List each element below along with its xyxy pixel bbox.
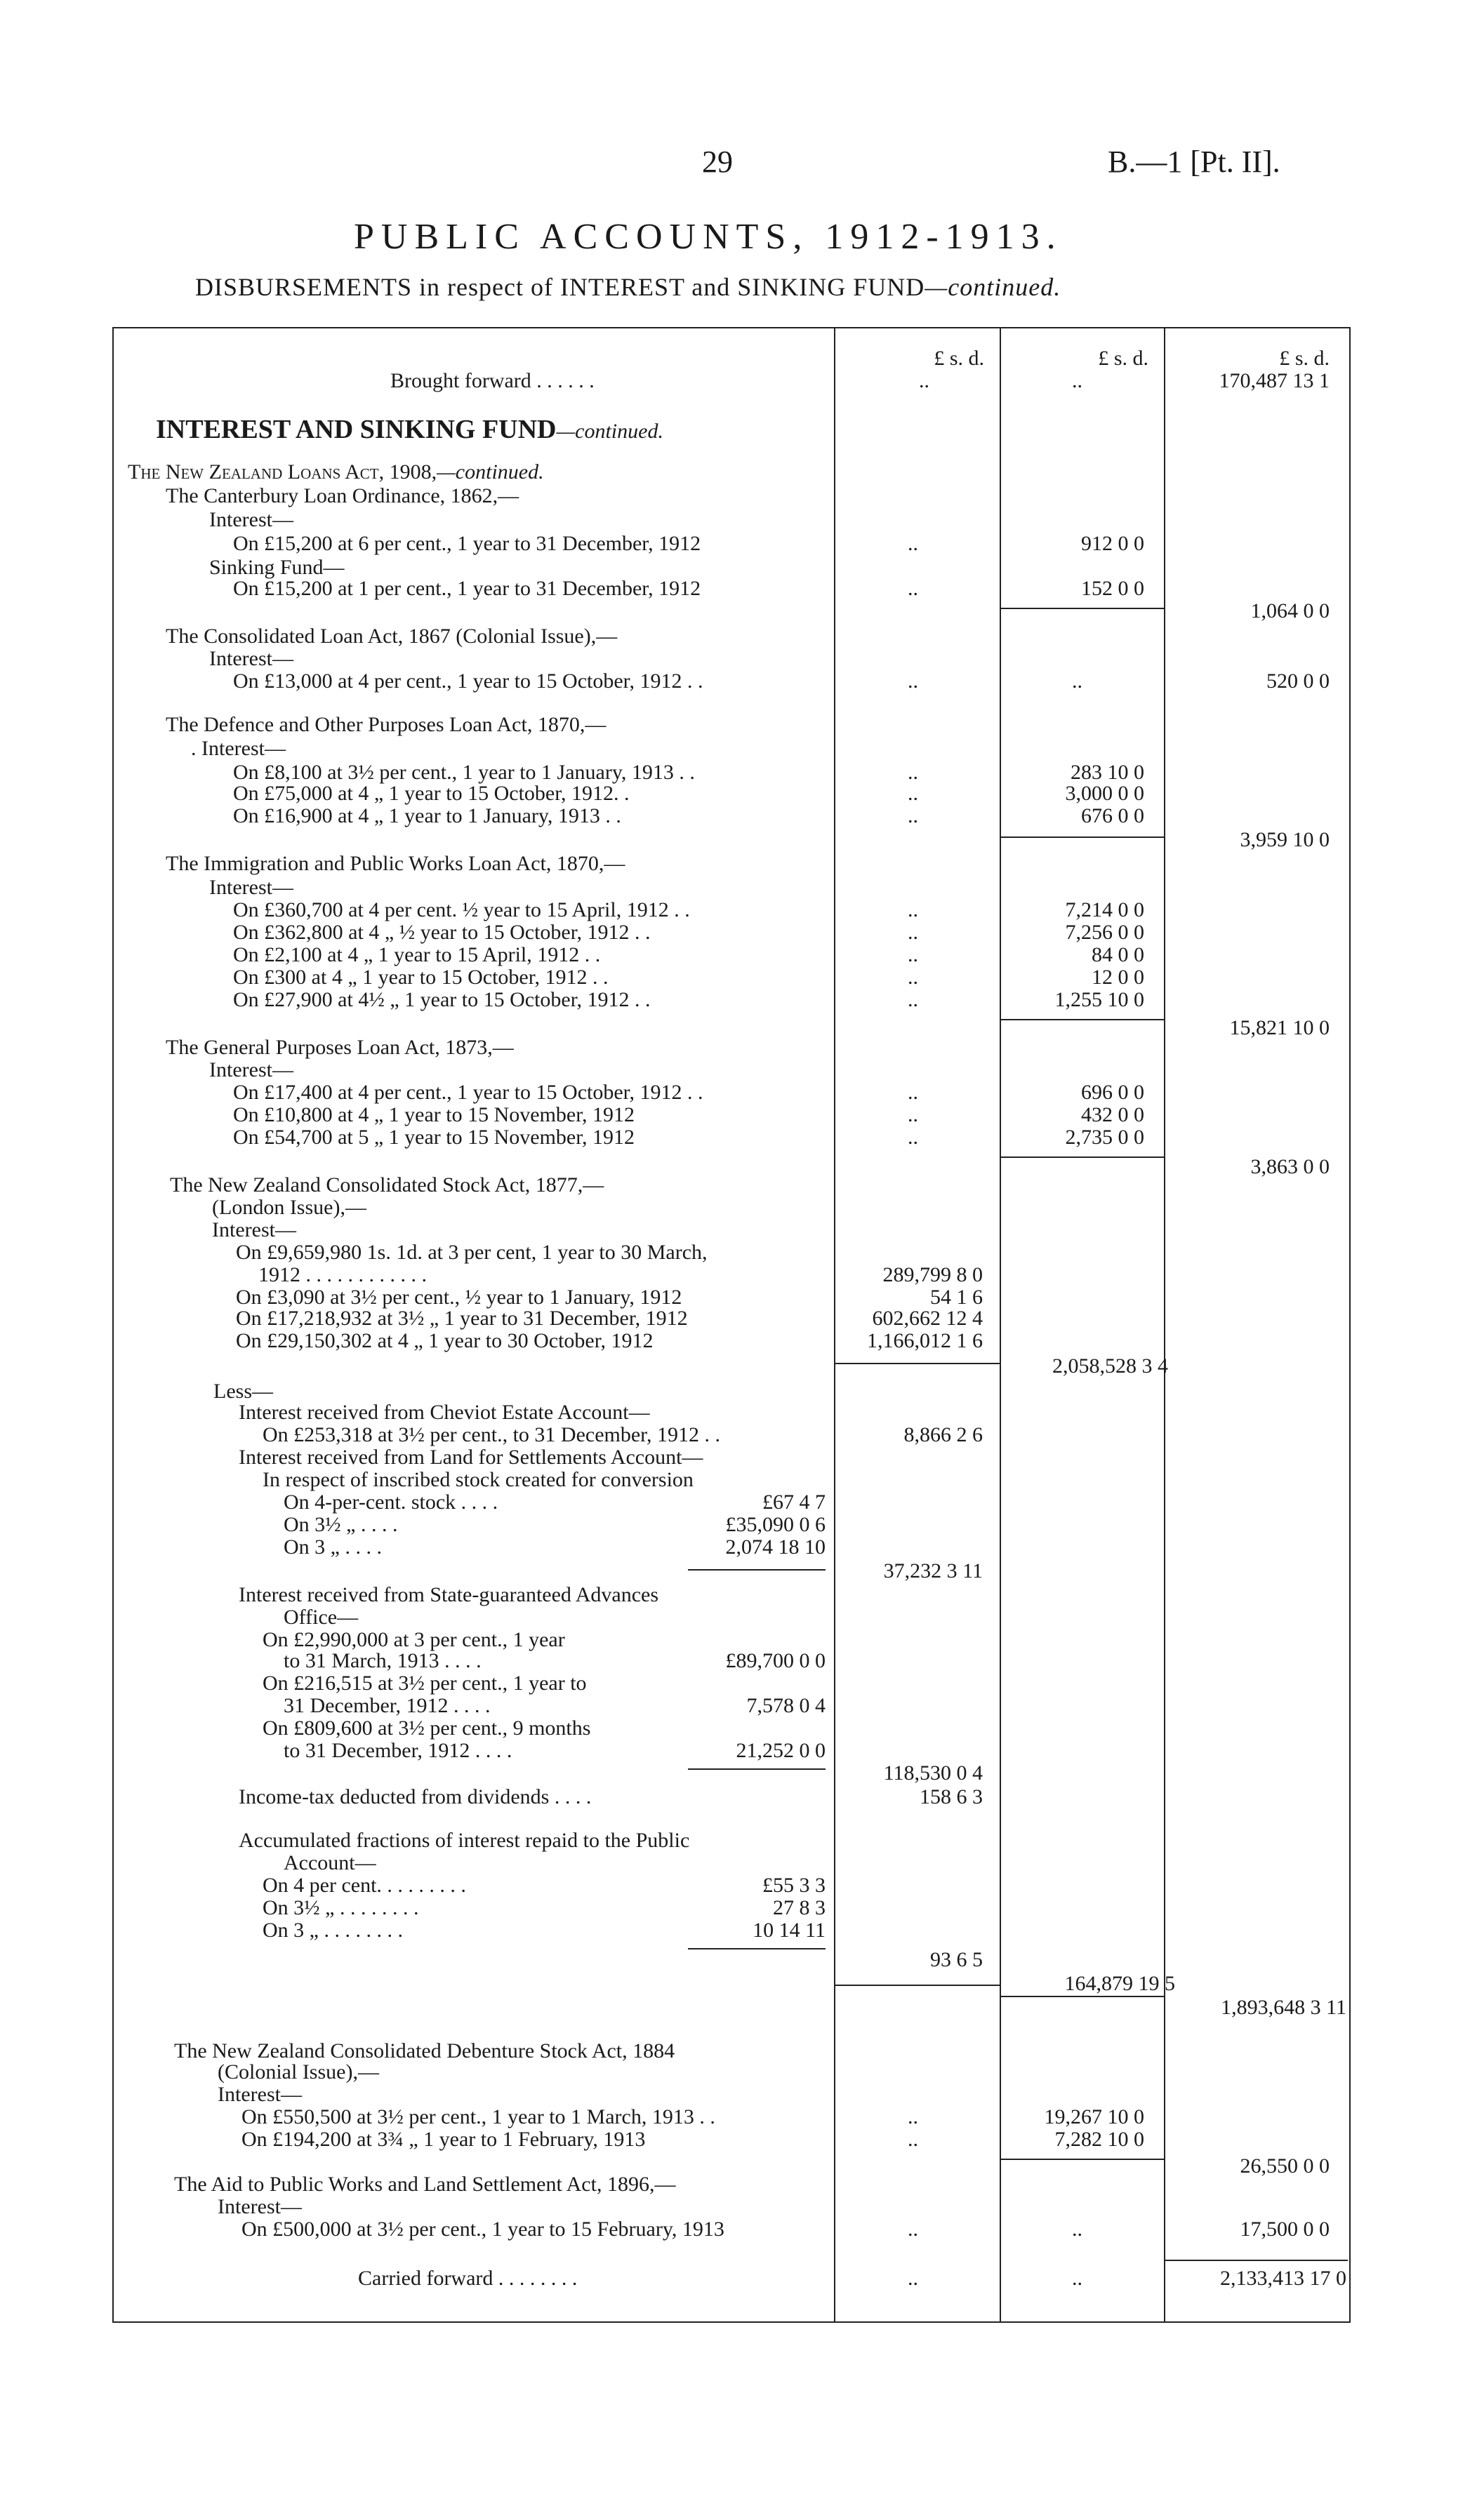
immigration-5-c1: .. <box>908 988 918 1011</box>
aid-line-1: On £500,000 at 3½ per cent., 1 year to 15 February, 1913 <box>241 2218 724 2241</box>
general-1-c2: 696 0 0 <box>1081 1081 1144 1104</box>
advances-line-3b: to 31 December, 1912 . . . . <box>284 1739 512 1762</box>
fractions-title-b: Account— <box>284 1851 376 1874</box>
advances-subtotal-rule <box>688 1768 826 1770</box>
fractions-line-2: On 3½ „ . . . . . . . . <box>263 1896 419 1919</box>
general-subtotal-rule <box>1001 1156 1164 1158</box>
fractions-c1: 93 6 5 <box>930 1948 983 1971</box>
cheviot-line: On £253,318 at 3½ per cent., to 31 December, 1912 . . <box>263 1423 720 1446</box>
fractions-1-value: £55 3 3 <box>762 1874 826 1897</box>
immigration-3-c2: 84 0 0 <box>1092 943 1144 966</box>
immigration-4-c2: 12 0 0 <box>1092 966 1144 989</box>
fractions-3-value: 10 14 11 <box>753 1919 826 1942</box>
defence-interest-label: . Interest— <box>191 737 286 760</box>
general-total-c3: 3,863 0 0 <box>1250 1155 1330 1178</box>
carried-forward-c2: .. <box>1072 2267 1082 2290</box>
advances-3-value: 21,252 0 0 <box>736 1739 826 1762</box>
act-1908-continued: —continued. <box>437 460 544 484</box>
canterbury-total-c3: 1,064 0 0 <box>1250 599 1330 622</box>
consolidated-interest-line: On £13,000 at 4 per cent., 1 year to 15 October, 1912 . . <box>233 669 703 693</box>
general-1-c1: .. <box>908 1081 918 1104</box>
brought-forward-c3: 170,487 13 1 <box>1219 369 1330 392</box>
defence-1870-title: The Defence and Other Purposes Loan Act, 1870,— <box>166 713 607 736</box>
advances-c1: 118,530 0 4 <box>883 1761 983 1785</box>
section-heading-main: INTEREST AND SINKING FUND <box>156 415 557 444</box>
stock-1877-issue: (London Issue),— <box>212 1196 366 1219</box>
general-3-c1: .. <box>908 1126 918 1149</box>
canterbury-subtotal-rule <box>1001 608 1164 609</box>
aid-interest-label: Interest— <box>218 2195 302 2218</box>
defence-2-c1: .. <box>908 782 918 805</box>
debenture-subtotal-rule <box>1001 2159 1164 2160</box>
consolidated-interest-label: Interest— <box>209 647 293 670</box>
act-1908-main: The New Zealand Loans Act, 1908, <box>128 460 437 484</box>
fractions-title-a: Accumulated fractions of interest repaid to the Public <box>239 1829 690 1852</box>
immigration-line-5: On £27,900 at 4½ „ 1 year to 15 October, 1912 . . <box>233 988 651 1011</box>
canterbury-sinking-line: On £15,200 at 1 per cent., 1 year to 31 December, 1912 <box>233 577 701 600</box>
immigration-line-4: On £300 at 4 „ 1 year to 15 October, 1912 . . <box>233 966 609 989</box>
stock-3-c1: 602,662 12 4 <box>872 1307 983 1330</box>
canterbury-interest-line: On £15,200 at 6 per cent., 1 year to 31 December, 1912 <box>233 532 701 555</box>
defence-1-c1: .. <box>908 761 918 784</box>
stock-line-2: On £3,090 at 3½ per cent., ½ year to 1 January, 1912 <box>236 1286 682 1309</box>
general-line-1: On £17,400 at 4 per cent., 1 year to 15 October, 1912 . . <box>233 1081 703 1104</box>
defence-line-1: On £8,100 at 3½ per cent., 1 year to 1 January, 1913 . . <box>233 761 695 784</box>
canterbury-interest-label: Interest— <box>209 508 293 531</box>
stock-subtotal-rule <box>835 1363 1000 1364</box>
document-reference: B.—1 [Pt. II]. <box>1108 145 1280 179</box>
income-tax-line: Income-tax deducted from dividends . . . . <box>239 1785 592 1808</box>
defence-total-c3: 3,959 10 0 <box>1240 828 1330 851</box>
debenture-1-c2: 19,267 10 0 <box>1044 2105 1144 2128</box>
immigration-2-c2: 7,256 0 0 <box>1065 921 1144 944</box>
debenture-line-2: On £194,200 at 3¾ „ 1 year to 1 February, 1913 <box>241 2128 646 2151</box>
section-heading-continued: —continued. <box>556 420 663 443</box>
inscribed-3-value: 2,074 18 10 <box>725 1535 826 1559</box>
immigration-interest-label: Interest— <box>209 876 293 899</box>
general-3-c2: 2,735 0 0 <box>1065 1126 1144 1149</box>
immigration-total-c3: 15,821 10 0 <box>1229 1016 1330 1039</box>
brought-forward-c1: .. <box>919 369 929 392</box>
consolidated-c2: .. <box>1072 669 1082 693</box>
canterbury-sinking-label: Sinking Fund— <box>209 556 345 579</box>
cheviot-c1: 8,866 2 6 <box>903 1423 983 1446</box>
advances-line-2b: 31 December, 1912 . . . . <box>284 1694 491 1717</box>
state-advances-title-a: Interest received from State-guaranteed Advances <box>239 1583 659 1606</box>
column-rule-2 <box>1000 327 1001 2321</box>
advances-line-2a: On £216,515 at 3½ per cent., 1 year to <box>263 1672 587 1695</box>
carried-forward-rule <box>1165 2260 1348 2261</box>
aid-c1: .. <box>908 2218 918 2241</box>
consolidated-1867-title: The Consolidated Loan Act, 1867 (Colonial Issue),— <box>166 625 618 648</box>
stock-4-c1: 1,166,012 1 6 <box>867 1329 983 1352</box>
stock-1877-title: The New Zealand Consolidated Stock Act, 1877,— <box>170 1173 604 1196</box>
general-2-c2: 432 0 0 <box>1081 1103 1144 1126</box>
defence-3-c1: .. <box>908 804 918 827</box>
canterbury-interest-c1: .. <box>908 532 918 555</box>
immigration-1870-title: The Immigration and Public Works Loan Act, 1870,— <box>166 852 625 875</box>
less-label: Less— <box>213 1380 273 1403</box>
stock-total-c3: 1,893,648 3 11 <box>1221 1996 1346 2019</box>
inscribed-line-3: On 3 „ . . . . <box>284 1535 382 1559</box>
aid-c2: .. <box>1072 2218 1082 2241</box>
fractions-line-1: On 4 per cent. . . . . . . . . <box>263 1874 466 1897</box>
debenture-1884-title: The New Zealand Consolidated Debenture Stock Act, 1884 <box>174 2039 675 2062</box>
immigration-line-3: On £2,100 at 4 „ 1 year to 15 April, 1912 . . <box>233 943 601 966</box>
immigration-line-2: On £362,800 at 4 „ ½ year to 15 October, 1912 . . <box>233 921 651 944</box>
page-title: PUBLIC ACCOUNTS, 1912-1913. <box>354 217 1063 257</box>
consolidated-c3: 520 0 0 <box>1266 669 1330 693</box>
stock-line-3: On £17,218,932 at 3½ „ 1 year to 31 December, 1912 <box>236 1307 688 1330</box>
subtitle-main: DISBURSEMENTS in respect of INTEREST and SINKING FUND <box>195 273 925 301</box>
advances-line-1a: On £2,990,000 at 3 per cent., 1 year <box>263 1628 565 1651</box>
immigration-4-c1: .. <box>908 966 918 989</box>
column-header-3: £ s. d. <box>1279 347 1330 370</box>
cheviot-title: Interest received from Cheviot Estate Account— <box>239 1401 650 1424</box>
advances-line-1b: to 31 March, 1913 . . . . <box>284 1649 482 1672</box>
defence-1-c2: 283 10 0 <box>1071 761 1144 784</box>
defence-line-2: On £75,000 at 4 „ 1 year to 15 October, 1912. . <box>233 782 630 805</box>
stock-total-rule <box>1001 1996 1164 1997</box>
stock-line-1a: On £9,659,980 1s. 1d. at 3 per cent, 1 year to 30 March, <box>236 1241 708 1264</box>
income-tax-c1: 158 6 3 <box>920 1785 983 1808</box>
debenture-issue: (Colonial Issue),— <box>218 2060 379 2084</box>
land-settlement-c1: 37,232 3 11 <box>883 1559 983 1582</box>
immigration-2-c1: .. <box>908 921 918 944</box>
stock-1-c1: 289,799 8 0 <box>882 1263 983 1286</box>
general-1873-title: The General Purposes Loan Act, 1873,— <box>166 1036 514 1059</box>
general-interest-label: Interest— <box>209 1058 293 1081</box>
stock-sum-c2: 2,058,528 3 4 <box>1052 1354 1168 1378</box>
advances-1-value: £89,700 0 0 <box>725 1649 826 1672</box>
immigration-subtotal-rule <box>1001 1019 1164 1020</box>
immigration-1-c2: 7,214 0 0 <box>1065 898 1144 921</box>
inscribed-subtotal-rule <box>688 1569 826 1571</box>
column-header-1: £ s. d. <box>934 347 984 370</box>
general-2-c1: .. <box>908 1103 918 1126</box>
immigration-3-c1: .. <box>908 943 918 966</box>
debenture-2-c2: 7,282 10 0 <box>1054 2128 1144 2151</box>
brought-forward-c2: .. <box>1072 369 1082 392</box>
debenture-2-c1: .. <box>908 2128 918 2151</box>
carried-forward-c1: .. <box>908 2267 918 2290</box>
subtitle-continued: —continued. <box>925 273 1061 301</box>
page-subtitle <box>195 272 1061 302</box>
stock-2-c1: 54 1 6 <box>930 1286 983 1309</box>
brought-forward-label: Brought forward . . . . . . <box>390 369 595 392</box>
column-header-2: £ s. d. <box>1098 347 1148 370</box>
column-rule-1 <box>834 327 835 2321</box>
general-line-2: On £10,800 at 4 „ 1 year to 15 November, 1912 <box>233 1103 635 1126</box>
inscribed-line-2: On 3½ „ . . . . <box>284 1513 398 1536</box>
canterbury-sinking-c2: 152 0 0 <box>1081 577 1144 600</box>
aid-1896-title: The Aid to Public Works and Land Settlement Act, 1896,— <box>174 2173 676 2196</box>
less-total-rule <box>835 1985 1000 1986</box>
canterbury-title: The Canterbury Loan Ordinance, 1862,— <box>166 484 519 507</box>
inscribed-line-1: On 4-per-cent. stock . . . . <box>284 1491 498 1514</box>
stock-line-1b: 1912 . . . . . . . . . . . . <box>258 1263 427 1286</box>
immigration-5-c2: 1,255 10 0 <box>1054 988 1144 1011</box>
carried-forward-label: Carried forward . . . . . . . . <box>358 2267 578 2290</box>
column-rule-3 <box>1164 327 1165 2321</box>
consolidated-c1: .. <box>908 669 918 693</box>
state-advances-title-b: Office— <box>284 1606 359 1629</box>
stock-interest-label: Interest— <box>212 1218 296 1241</box>
immigration-line-1: On £360,700 at 4 per cent. ½ year to 15 April, 1912 . . <box>233 898 690 921</box>
defence-3-c2: 676 0 0 <box>1081 804 1144 827</box>
debenture-total-c3: 26,550 0 0 <box>1240 2154 1330 2178</box>
debenture-interest-label: Interest— <box>218 2083 302 2106</box>
defence-2-c2: 3,000 0 0 <box>1065 782 1144 805</box>
page-number: 29 <box>702 145 733 179</box>
advances-2-value: 7,578 0 4 <box>746 1694 826 1717</box>
fractions-subtotal-rule <box>688 1948 826 1949</box>
carried-forward-c3: 2,133,413 17 0 <box>1220 2267 1346 2290</box>
section-heading <box>156 414 663 445</box>
act-1908-title <box>128 460 544 484</box>
advances-line-3a: On £809,600 at 3½ per cent., 9 months <box>263 1716 591 1740</box>
inscribed-1-value: £67 4 7 <box>762 1491 826 1514</box>
defence-line-3: On £16,900 at 4 „ 1 year to 1 January, 1913 . . <box>233 804 621 827</box>
defence-subtotal-rule <box>1001 836 1164 838</box>
fractions-2-value: 27 8 3 <box>773 1896 826 1919</box>
debenture-1-c1: .. <box>908 2105 918 2128</box>
debenture-line-1: On £550,500 at 3½ per cent., 1 year to 1 March, 1913 . . <box>241 2105 715 2128</box>
inscribed-stock-line: In respect of inscribed stock created for conversion <box>263 1468 694 1491</box>
land-settlement-title: Interest received from Land for Settlements Account— <box>239 1446 703 1469</box>
stock-line-4: On £29,150,302 at 4 „ 1 year to 30 October, 1912 <box>236 1329 654 1352</box>
inscribed-2-value: £35,090 0 6 <box>725 1513 826 1536</box>
general-line-3: On £54,700 at 5 „ 1 year to 15 November, 1912 <box>233 1126 635 1149</box>
canterbury-interest-c2: 912 0 0 <box>1081 532 1144 555</box>
canterbury-sinking-c1: .. <box>908 577 918 600</box>
less-total-c2: 164,879 19 5 <box>1064 1972 1175 1995</box>
immigration-1-c1: .. <box>908 898 918 921</box>
aid-c3: 17,500 0 0 <box>1240 2218 1330 2241</box>
fractions-line-3: On 3 „ . . . . . . . . <box>263 1919 403 1942</box>
